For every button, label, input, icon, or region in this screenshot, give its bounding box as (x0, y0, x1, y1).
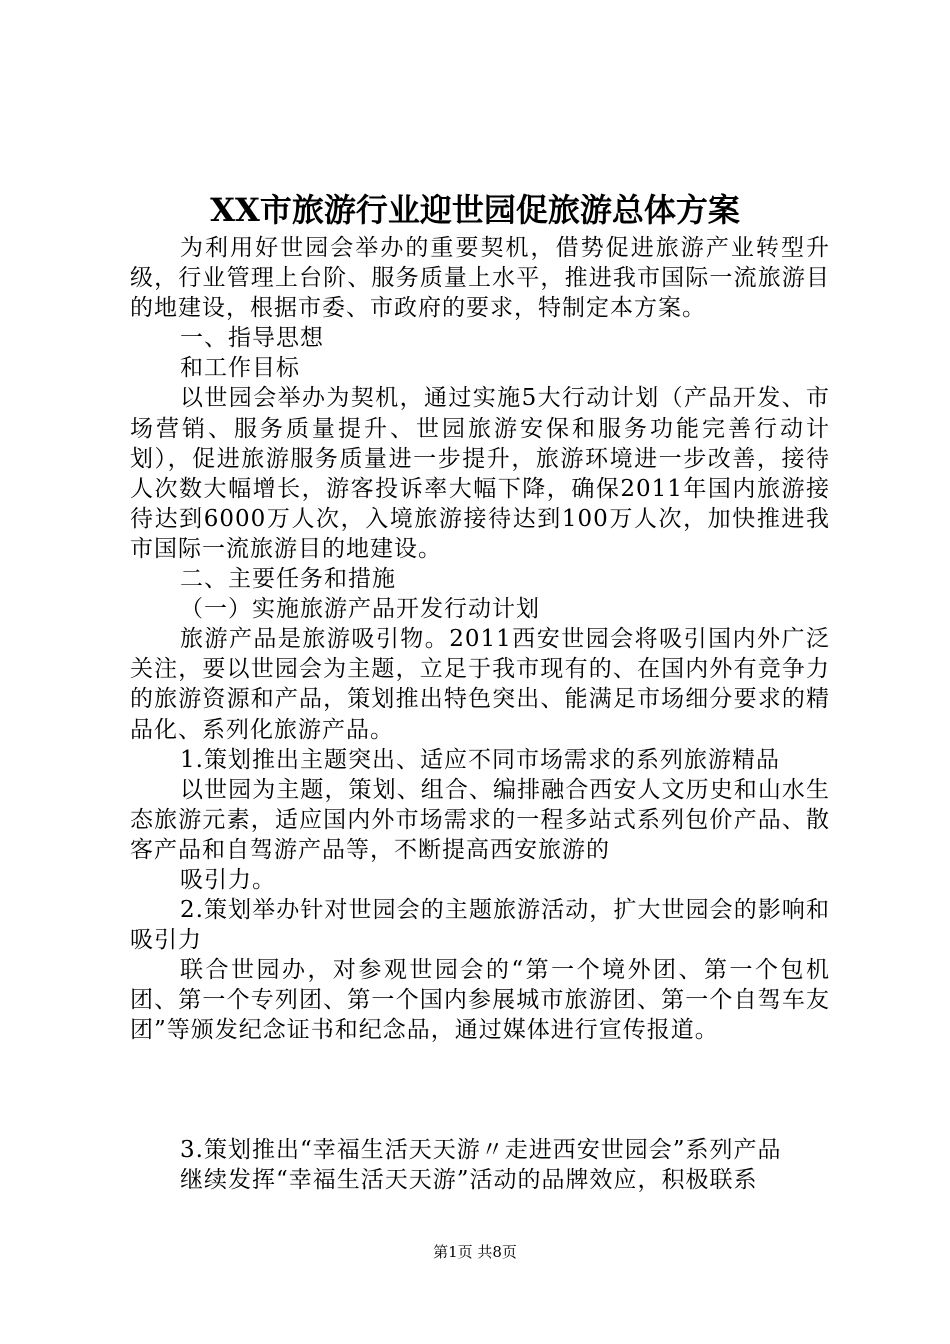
body-paragraph: 继续发挥“幸福生活天天游”活动的品牌效应，积极联系 (180, 1166, 758, 1193)
section-heading: 一、指导思想 (180, 325, 324, 352)
body-paragraph: 旅游产品是旅游吸引物。2011西安世园会将吸引国内外广泛关注，要以世园会为主题，立足于我市现有的、在国内外有竞争力的旅游资源和产品，策划推出特色突出、能满足市场细分要求的精品化、系列化旅游产品。 (130, 626, 830, 743)
body-paragraph: 为利用好世园会举办的重要契机，借势促进旅游产业转型升级，行业管理上台阶、服务质量上水平，推进我市国际一流旅游目的地建设，根据市委、市政府的要求，特制定本方案。 (130, 235, 830, 322)
body-paragraph: 以世园会举办为契机，通过实施5大行动计划（产品开发、市场营销、服务质量提升、世园旅游安保和服务功能完善行动计划），促进旅游服务质量进一步提升，旅游环境进一步改善，接待人次数大幅增长，游客投诉率大幅下降，确保2011年国内旅游接待达到6000万人次，入境旅游接待达到100万人次，加快推进我市国际一流旅游目的地建设。 (130, 385, 830, 562)
section-heading: 和工作目标 (180, 355, 300, 382)
section-heading: 二、主要任务和措施 (180, 566, 396, 593)
body-paragraph: 联合世园办，对参观世园会的“第一个境外团、第一个包机团、第一个专列团、第一个国内参展城市旅游团、第一个自驾车友团”等颁发纪念证书和纪念品，通过媒体进行宣传报道。 (130, 957, 830, 1044)
section-heading: 1.策划推出主题突出、适应不同市场需求的系列旅游精品 (180, 746, 780, 773)
body-paragraph: 以世园为主题，策划、组合、编排融合西安人文历史和山水生态旅游元素，适应国内外市场需求的一程多站式系列包价产品、散客产品和自驾游产品等，不断提高西安旅游的 (130, 776, 830, 863)
section-heading: 吸引力。 (180, 866, 276, 893)
page-footer: 第1页 共8页 (433, 1243, 517, 1261)
document-body (130, 233, 830, 1195)
section-heading: （一）实施旅游产品开发行动计划 (180, 596, 540, 623)
body-paragraph: 3.策划推出“幸福生活天天游〃走进西安世园会”系列产品 (180, 1136, 782, 1163)
body-paragraph: 2.策划举办针对世园会的主题旅游活动，扩大世园会的影响和吸引力 (130, 897, 830, 954)
blank-line (130, 1069, 830, 1112)
document-title: XX市旅游行业迎世园促旅游总体方案 (210, 191, 740, 229)
